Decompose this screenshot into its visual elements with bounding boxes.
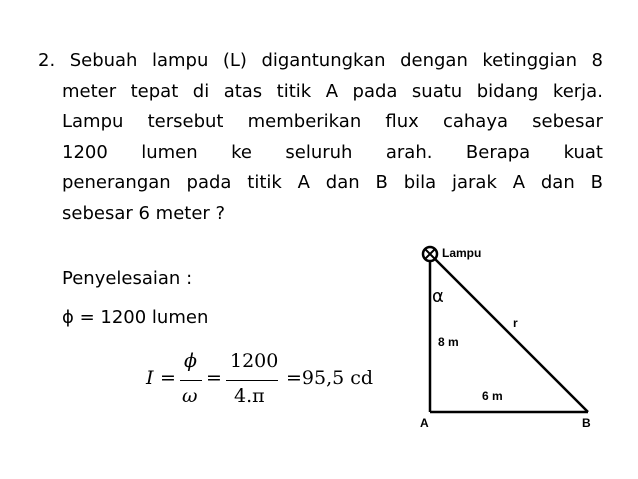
problem-word: lumen (141, 141, 198, 163)
height-label: 8 m (438, 335, 459, 349)
formula-phi: ϕ (184, 350, 197, 372)
problem-word: memberikan (247, 111, 362, 132)
problem-word: 8 (591, 50, 603, 71)
formula-eq2: = (206, 367, 222, 389)
problem-word: 1200 (62, 141, 108, 163)
point-b-label: B (582, 416, 591, 430)
problem-line (38, 46, 603, 77)
illuminance-formula (146, 345, 376, 415)
lamp-icon (423, 247, 437, 261)
problem-word: pada (186, 172, 232, 193)
lamp-label: Lampu (442, 246, 482, 260)
triangle-diagram (416, 238, 606, 434)
problem-word: (L) (222, 50, 247, 71)
problem-line (38, 199, 603, 230)
point-a-label: A (420, 416, 429, 430)
problem-word: meter (62, 80, 117, 102)
problem-word: dan (540, 172, 575, 193)
problem-word: B (590, 172, 603, 193)
solution-heading: Penyelesaian : (62, 268, 193, 289)
problem-word: A (512, 172, 526, 193)
problem-word: titik (247, 172, 282, 193)
problem-word: digantungkan (261, 50, 386, 71)
problem-word: A (325, 80, 339, 102)
problem-word: bila (403, 172, 437, 193)
problem-line (38, 77, 603, 108)
problem-word: Sebuah (69, 50, 138, 71)
problem-line (38, 168, 603, 199)
problem-word: titik (276, 80, 312, 102)
problem-word: arah. (385, 141, 433, 163)
angle-label: α (432, 286, 444, 307)
fraction-bar-1 (180, 380, 202, 381)
problem-word: flux (385, 111, 419, 132)
formula-eq1: = (160, 367, 176, 389)
formula-result: =95,5 cd (286, 367, 374, 389)
hypotenuse-label: r (513, 316, 518, 330)
problem-word: kerja. (552, 80, 603, 102)
problem-line (38, 107, 603, 138)
problem-word: B (375, 172, 388, 193)
formula-numerator: 1200 (230, 350, 279, 372)
problem-word: jarak (451, 172, 497, 193)
formula-omega: ω (182, 385, 198, 407)
problem-word: dan (325, 172, 360, 193)
problem-word: dengan (400, 50, 468, 71)
fraction-bar-2 (226, 380, 278, 381)
problem-word: seluruh (285, 141, 353, 163)
problem-word: A (297, 172, 310, 193)
flux-value: ϕ = 1200 lumen (62, 307, 209, 328)
problem-word: penerangan (62, 172, 171, 193)
problem-word: bidang (476, 80, 539, 102)
problem-word: pada (352, 80, 398, 102)
problem-word: di (192, 80, 210, 102)
problem-word: lampu (151, 50, 209, 71)
problem-word: kuat (563, 141, 603, 163)
problem-word: sebesar (532, 111, 603, 132)
base-label: 6 m (482, 389, 503, 403)
problem-word: tepat (130, 80, 179, 102)
problem-word: 2. (38, 50, 56, 71)
problem-word: sebesar 6 meter ? (62, 202, 226, 224)
problem-word: cahaya (442, 111, 509, 132)
formula-lhs: I (146, 367, 154, 389)
problem-word: Lampu (62, 111, 124, 132)
problem-word: suatu (411, 80, 463, 102)
problem-word: Berapa (465, 141, 531, 163)
problem-statement (38, 46, 603, 229)
formula-denominator: 4.π (234, 385, 265, 407)
problem-word: atas (223, 80, 263, 102)
problem-word: ke (231, 141, 252, 163)
problem-line (38, 138, 603, 169)
problem-word: tersebut (147, 111, 224, 132)
problem-word: ketinggian (482, 50, 577, 71)
